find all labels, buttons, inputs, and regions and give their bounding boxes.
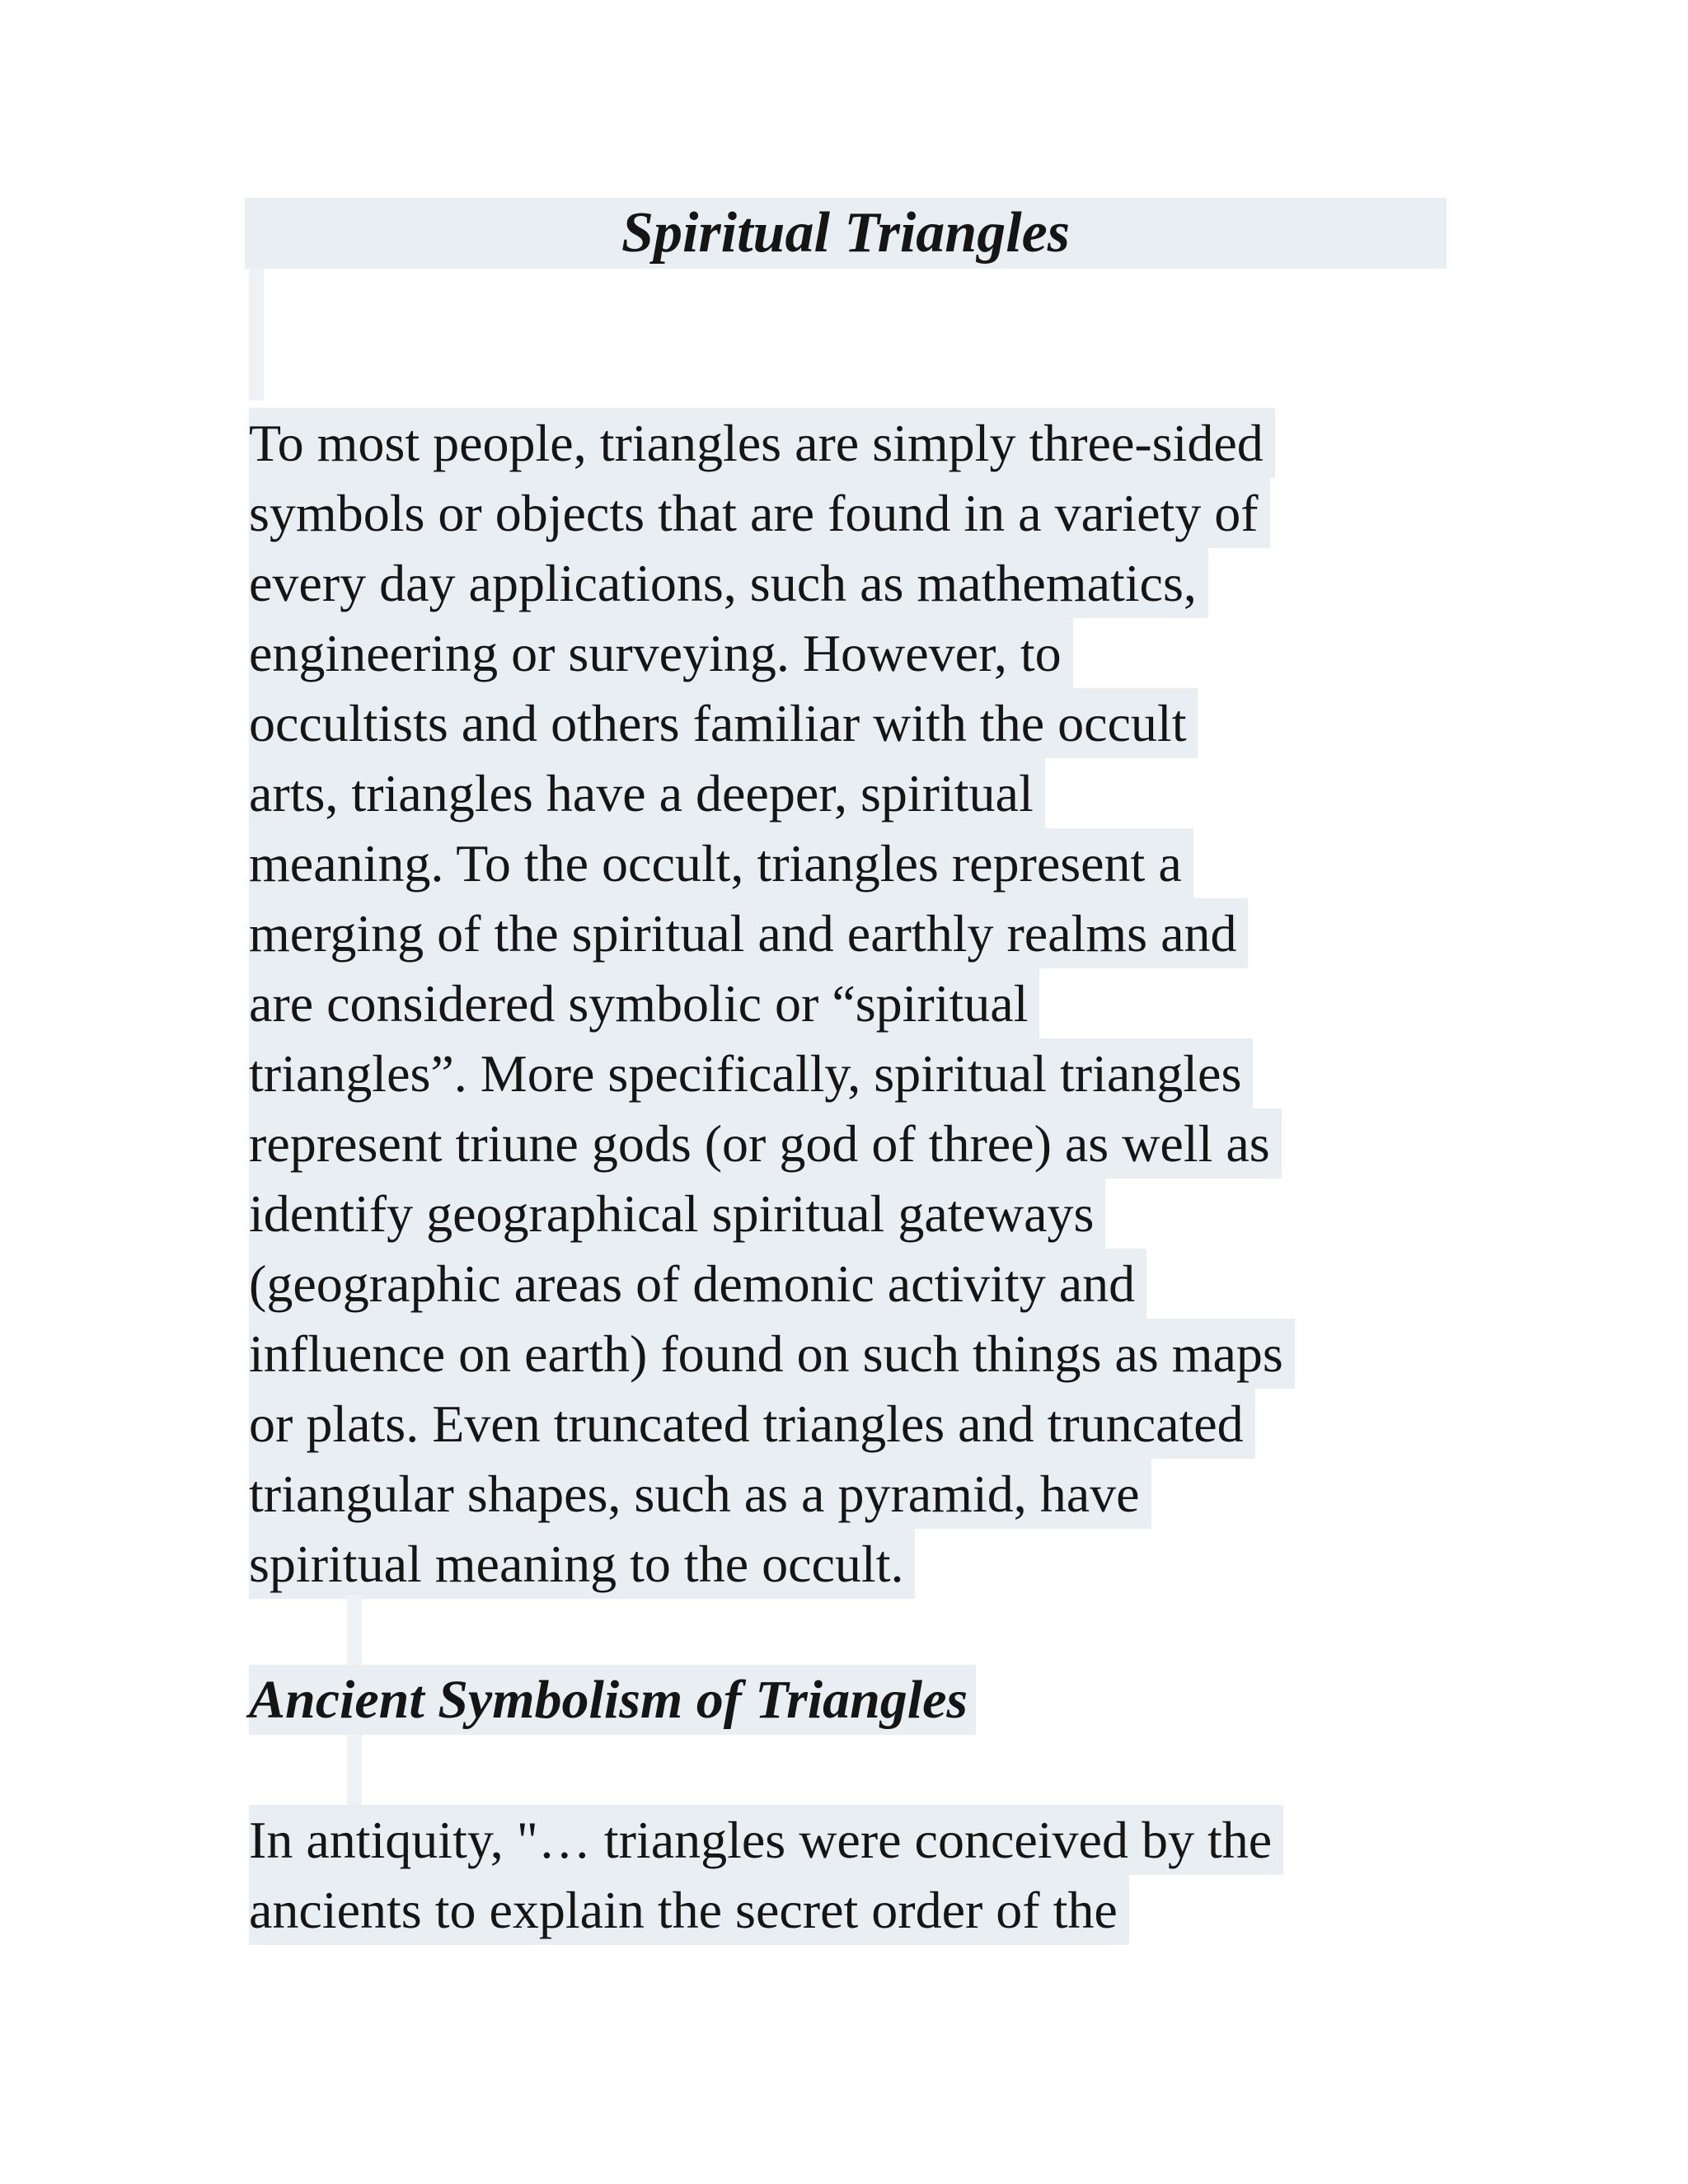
- blank-line-highlight: [347, 1595, 362, 1665]
- text-line: arts, triangles have a deeper, spiritual: [249, 758, 1295, 828]
- document-title: Spiritual Triangles: [621, 201, 1070, 265]
- text-line: To most people, triangles are simply three-sided: [249, 408, 1295, 478]
- blank-line-highlight: [347, 1735, 362, 1805]
- text-line: every day applications, such as mathematics,: [249, 548, 1295, 618]
- blank-line-highlight: [249, 269, 264, 401]
- text-line: (geographic areas of demonic activity and: [249, 1249, 1295, 1319]
- paragraph-antiquity: [249, 1805, 1283, 1945]
- text-line: meaning. To the occult, triangles represent a: [249, 828, 1295, 898]
- text-line: merging of the spiritual and earthly realms and: [249, 898, 1295, 968]
- text-line: influence on earth) found on such things as maps: [249, 1319, 1295, 1389]
- text-line: symbols or objects that are found in a variety of: [249, 478, 1295, 548]
- section-heading: Ancient Symbolism of Triangles: [249, 1665, 976, 1735]
- paragraph-intro: [249, 408, 1295, 1599]
- text-line: are considered symbolic or “spiritual: [249, 968, 1295, 1038]
- text-line: or plats. Even truncated triangles and truncated: [249, 1389, 1295, 1459]
- text-line: spiritual meaning to the occult.: [249, 1529, 1295, 1599]
- text-line: engineering or surveying. However, to: [249, 618, 1295, 688]
- text-line: triangular shapes, such as a pyramid, have: [249, 1459, 1295, 1529]
- text-line: triangles”. More specifically, spiritual triangles: [249, 1038, 1295, 1108]
- text-line: In antiquity, "… triangles were conceived by the: [249, 1805, 1283, 1875]
- text-line: ancients to explain the secret order of the: [249, 1875, 1283, 1945]
- text-line: occultists and others familiar with the occult: [249, 688, 1295, 758]
- text-line: identify geographical spiritual gateways: [249, 1179, 1295, 1249]
- text-line: represent triune gods (or god of three) as well as: [249, 1108, 1295, 1179]
